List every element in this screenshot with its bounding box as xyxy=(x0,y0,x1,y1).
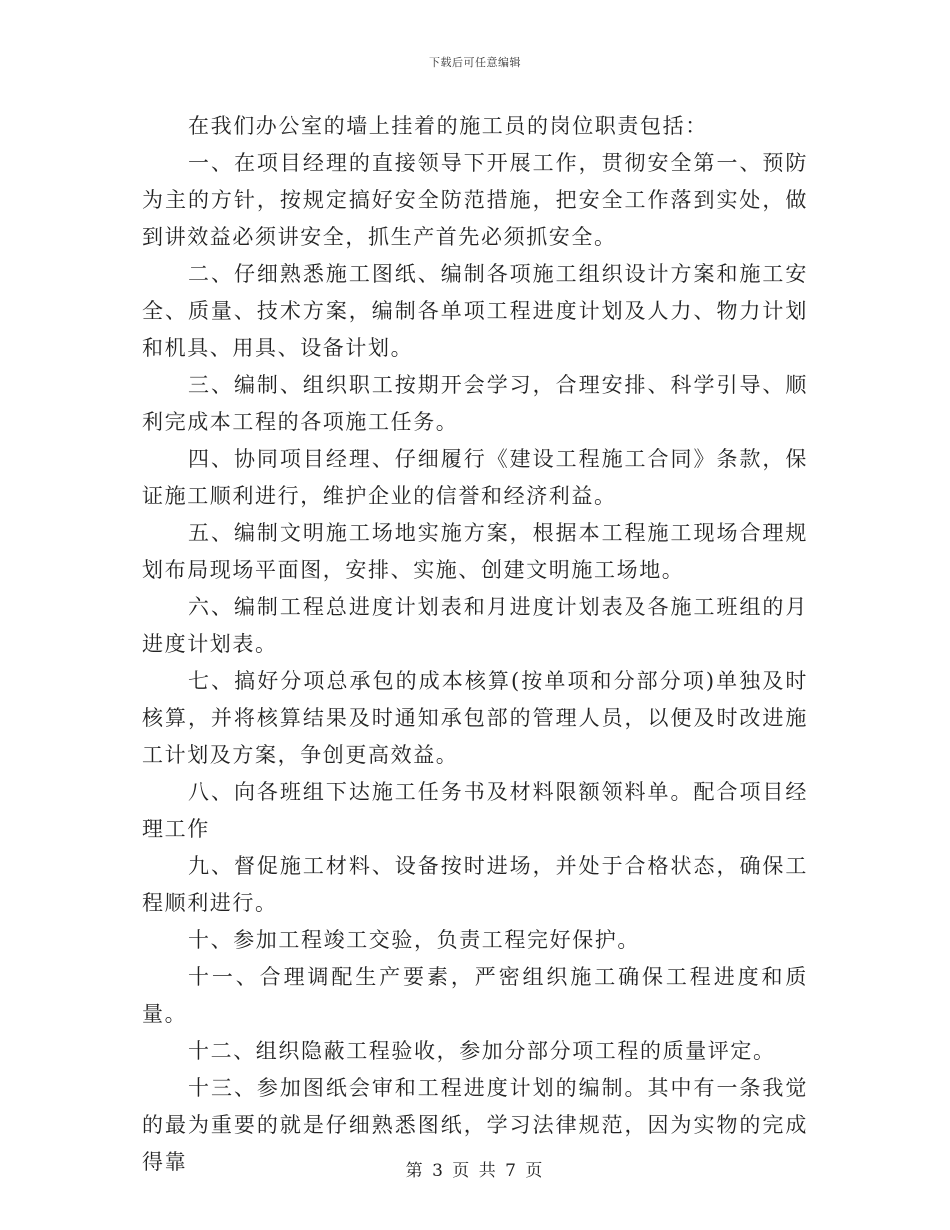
page-header: 下载后可任意编辑 xyxy=(429,56,521,69)
paragraph: 七、搞好分项总承包的成本核算(按单项和分部分项)单独及时核算，并将核算结果及时通知承包部的管理人员，以便及时改进施工计划及方案，争创更高效益。 xyxy=(142,669,808,767)
paragraph: 九、督促施工材料、设备按时进场，并处于合格状态，确保工程顺利进行。 xyxy=(142,854,808,915)
paragraph: 一、在项目经理的直接领导下开展工作，贯彻安全第一、预防为主的方针，按规定搞好安全防范措施，把安全工作落到实处，做到讲效益必须讲安全，抓生产首先必须抓安全。 xyxy=(142,151,808,249)
paragraph: 十、参加工程竣工交验，负责工程完好保护。 xyxy=(188,928,640,952)
paragraph: 二、仔细熟悉施工图纸、编制各项施工组织设计方案和施工安全、质量、技术方案，编制各单项工程进度计划及人力、物力计划和机具、用具、设备计划。 xyxy=(142,262,808,360)
document-body xyxy=(142,108,808,1181)
paragraph: 三、编制、组织职工按期开会学习，合理安排、科学引导、顺利完成本工程的各项施工任务。 xyxy=(142,373,808,434)
paragraph: 十二、组织隐蔽工程验收，参加分部分项工程的质量评定。 xyxy=(188,1039,776,1063)
page-number-footer: 第 3 页 共 7 页 xyxy=(405,1161,545,1181)
paragraph: 五、编制文明施工场地实施方案，根据本工程施工现场合理规划布局现场平面图，安排、实施、创建文明施工场地。 xyxy=(142,521,808,582)
paragraph: 六、编制工程总进度计划表和月进度计划表及各施工班组的月进度计划表。 xyxy=(142,595,808,656)
paragraph: 在我们办公室的墙上挂着的施工员的岗位职责包括： xyxy=(188,114,708,138)
paragraph: 八、向各班组下达施工任务书及材料限额领料单。配合项目经理工作 xyxy=(142,780,808,841)
paragraph: 十一、合理调配生产要素，严密组织施工确保工程进度和质量。 xyxy=(142,965,808,1026)
paragraph: 十三、参加图纸会审和工程进度计划的编制。其中有一条我觉的最为重要的就是仔细熟悉图纸，学习法律规范，因为实物的完成得靠 xyxy=(142,1076,808,1174)
paragraph: 四、协同项目经理、仔细履行《建设工程施工合同》条款，保证施工顺利进行，维护企业的信誉和经济利益。 xyxy=(142,447,808,508)
